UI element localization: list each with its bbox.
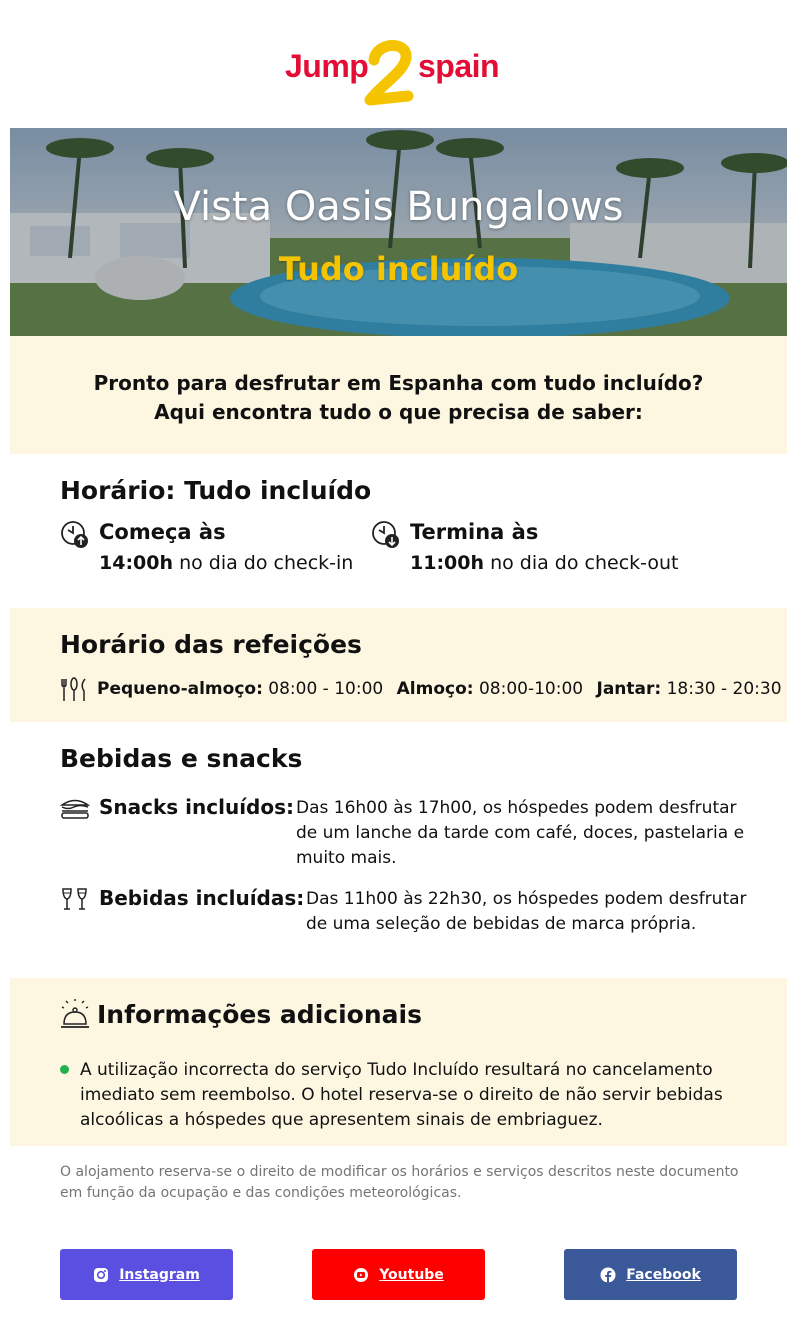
hero-banner xyxy=(10,128,787,336)
lunch-time: 08:00-10:00 xyxy=(478,679,584,699)
facebook-button[interactable] xyxy=(564,1249,737,1300)
beverages-row xyxy=(60,885,760,965)
bullet-dot xyxy=(60,1065,69,1074)
end-time: 11:00h xyxy=(410,552,485,574)
start-note: no dia do check-in xyxy=(179,552,354,574)
beverages-label: Bebidas incluídas: xyxy=(99,886,305,910)
hotel-name: Vista Oasis Bungalows xyxy=(173,184,624,230)
instagram-icon xyxy=(93,1267,109,1283)
youtube-label: Youtube xyxy=(379,1266,444,1283)
instagram-button[interactable] xyxy=(60,1249,233,1300)
disclaimer-text: O alojamento reserva-se o direito de modificar os horários e serviços descritos neste documento em função da ocupação e das condições meteorológicas. xyxy=(60,1164,739,1201)
start-value xyxy=(99,552,353,574)
facebook-label: Facebook xyxy=(626,1266,701,1283)
logo-text-spain: spain xyxy=(418,48,500,84)
snacks-description: Das 16h00 às 17h00, os hóspedes podem desfrutar de um lanche da tarde com café, doces, pastelaria e muito mais. xyxy=(296,798,745,868)
youtube-button[interactable] xyxy=(312,1249,485,1300)
breakfast-time: 08:00 - 10:00 xyxy=(268,679,384,699)
intro-line-2: Aqui encontra tudo o que precisa de saber: xyxy=(154,400,643,424)
facebook-icon xyxy=(600,1267,616,1283)
beverages-description: Das 11h00 às 22h30, os hóspedes podem desfrutar de uma seleção de bebidas de marca própria. xyxy=(306,889,747,934)
clock-arrow-up-icon xyxy=(60,520,90,550)
drinks-title: Bebidas e snacks xyxy=(60,744,303,773)
info-title: Informações adicionais xyxy=(97,1000,422,1029)
start-time: 14:00h xyxy=(99,552,174,574)
meal-times-row xyxy=(60,676,787,704)
logo-text-jump: Jump xyxy=(285,48,369,84)
info-bullet-text: A utilização incorrecta do serviço Tudo Incluído resultará no cancelamento imediato sem reembolso. O hotel reserva-se o direito de não servir bebidas alcoólicas a hóspedes que apresentem sinais de embriaguez. xyxy=(80,1060,723,1130)
meals-title: Horário das refeições xyxy=(60,630,362,659)
end-value xyxy=(410,552,678,574)
logo-2-mark xyxy=(362,38,422,110)
breakfast-label: Pequeno-almoço: xyxy=(97,679,263,699)
snacks-label: Snacks incluídos: xyxy=(99,795,295,819)
service-bell-icon xyxy=(60,998,90,1030)
intro-panel xyxy=(10,336,787,454)
lunch-label: Almoço: xyxy=(396,679,474,699)
start-label: Começa às xyxy=(99,520,226,544)
plan-name: Tudo incluído xyxy=(278,250,519,288)
instagram-label: Instagram xyxy=(119,1266,200,1283)
snacks-row xyxy=(60,794,760,874)
hero-overlay xyxy=(10,128,787,336)
youtube-icon xyxy=(353,1267,369,1283)
clock-arrow-down-icon xyxy=(371,520,401,550)
meal-times xyxy=(97,679,782,699)
dinner-time: 18:30 - 20:30 xyxy=(666,679,782,699)
info-bullet xyxy=(60,1058,760,1133)
dinner-label: Jantar: xyxy=(596,679,662,699)
end-label: Termina às xyxy=(410,520,539,544)
brand-logo[interactable] xyxy=(0,34,797,114)
sandwich-icon xyxy=(60,796,90,820)
end-note: no dia do check-out xyxy=(490,552,679,574)
intro-line-1: Pronto para desfrutar em Espanha com tudo incluído? xyxy=(93,371,704,395)
meals-panel xyxy=(10,608,787,722)
schedule-title: Horário: Tudo incluído xyxy=(60,476,372,505)
cutlery-icon xyxy=(60,677,90,703)
wine-glasses-icon xyxy=(60,887,90,913)
